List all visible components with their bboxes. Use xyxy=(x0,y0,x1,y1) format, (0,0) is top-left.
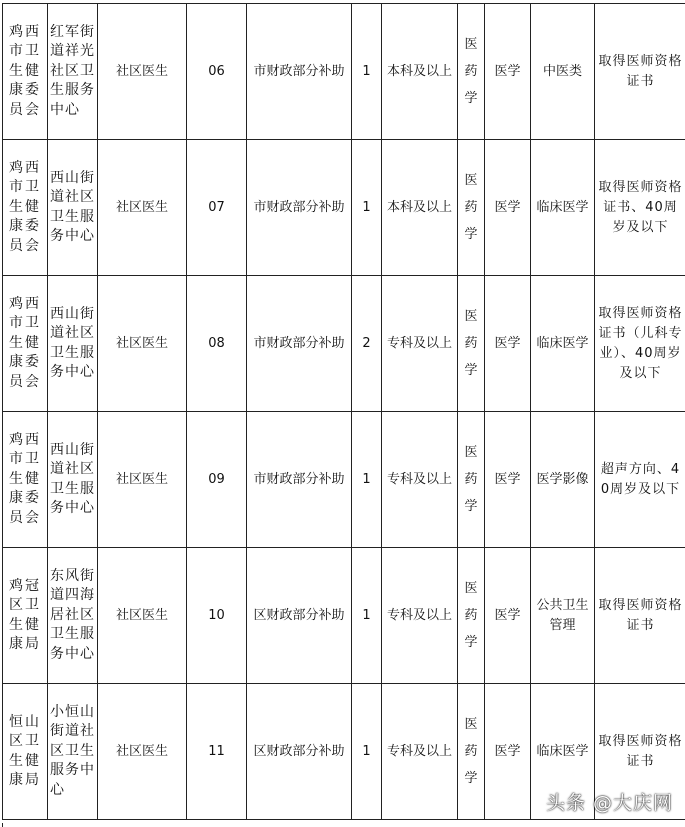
major-cell: 中医类 xyxy=(531,4,595,140)
post-cell: 社区医生 xyxy=(98,684,187,820)
post-cell: 社区医生 xyxy=(98,4,187,140)
funding-cell: 区财政部分补助 xyxy=(247,548,352,684)
org-cell: 鸡西市卫生健康委员会 xyxy=(3,140,48,276)
unit-cell: 东风街道四海居社区卫生服务中心 xyxy=(48,548,98,684)
recruitment-table xyxy=(2,3,685,820)
post-cell: 社区医生 xyxy=(98,276,187,412)
count-cell: 1 xyxy=(352,140,382,276)
count-cell: 1 xyxy=(352,684,382,820)
table-row xyxy=(3,412,685,548)
org-cell: 鸡西市卫生健康委员会 xyxy=(3,4,48,140)
category-cell: 医药学 xyxy=(458,276,485,412)
funding-cell: 市财政部分补助 xyxy=(247,412,352,548)
funding-cell: 市财政部分补助 xyxy=(247,4,352,140)
education-cell: 专科及以上 xyxy=(382,276,458,412)
education-cell: 专科及以上 xyxy=(382,412,458,548)
code-cell: 11 xyxy=(187,684,247,820)
major-group-cell: 医学 xyxy=(485,276,531,412)
count-cell: 1 xyxy=(352,412,382,548)
code-cell: 06 xyxy=(187,4,247,140)
education-cell: 专科及以上 xyxy=(382,684,458,820)
unit-cell: 小恒山街道社区卫生服务中心 xyxy=(48,684,98,820)
category-cell: 医药学 xyxy=(458,684,485,820)
requirement-cell: 取得医师资格证书 xyxy=(595,684,685,820)
major-group-cell: 医学 xyxy=(485,548,531,684)
org-cell: 恒山区卫生健康局 xyxy=(3,684,48,820)
education-cell: 本科及以上 xyxy=(382,140,458,276)
count-cell: 1 xyxy=(352,548,382,684)
major-group-cell: 医学 xyxy=(485,412,531,548)
org-cell: 鸡西市卫生健康委员会 xyxy=(3,276,48,412)
education-cell: 本科及以上 xyxy=(382,4,458,140)
next-row-edge xyxy=(2,823,685,827)
unit-cell: 西山街道社区卫生服务中心 xyxy=(48,140,98,276)
org-cell: 鸡冠区卫生健康局 xyxy=(3,548,48,684)
major-group-cell: 医学 xyxy=(485,4,531,140)
code-cell: 07 xyxy=(187,140,247,276)
major-cell: 临床医学 xyxy=(531,140,595,276)
table-row xyxy=(3,140,685,276)
funding-cell: 市财政部分补助 xyxy=(247,140,352,276)
count-cell: 2 xyxy=(352,276,382,412)
code-cell: 08 xyxy=(187,276,247,412)
category-cell: 医药学 xyxy=(458,140,485,276)
major-cell: 医学影像 xyxy=(531,412,595,548)
requirement-cell: 取得医师资格证书、40周岁及以下 xyxy=(595,140,685,276)
table-row xyxy=(3,4,685,140)
requirement-cell: 超声方向、40周岁及以下 xyxy=(595,412,685,548)
funding-cell: 市财政部分补助 xyxy=(247,276,352,412)
category-cell: 医药学 xyxy=(458,412,485,548)
requirement-cell: 取得医师资格证书（儿科专业）、40周岁及以下 xyxy=(595,276,685,412)
major-cell: 公共卫生管理 xyxy=(531,548,595,684)
code-cell: 10 xyxy=(187,548,247,684)
unit-cell: 西山街道社区卫生服务中心 xyxy=(48,412,98,548)
post-cell: 社区医生 xyxy=(98,412,187,548)
org-cell: 鸡西市卫生健康委员会 xyxy=(3,412,48,548)
requirement-cell: 取得医师资格证书 xyxy=(595,548,685,684)
major-cell: 临床医学 xyxy=(531,684,595,820)
education-cell: 专科及以上 xyxy=(382,548,458,684)
funding-cell: 区财政部分补助 xyxy=(247,684,352,820)
major-cell: 临床医学 xyxy=(531,276,595,412)
major-group-cell: 医学 xyxy=(485,140,531,276)
requirement-cell: 取得医师资格证书 xyxy=(595,4,685,140)
table-row xyxy=(3,548,685,684)
watermark: 头条 @大庆网 xyxy=(545,792,673,814)
category-cell: 医药学 xyxy=(458,4,485,140)
code-cell: 09 xyxy=(187,412,247,548)
unit-cell: 红军街道祥光社区卫生服务中心 xyxy=(48,4,98,140)
table-row xyxy=(3,276,685,412)
major-group-cell: 医学 xyxy=(485,684,531,820)
post-cell: 社区医生 xyxy=(98,140,187,276)
unit-cell: 西山街道社区卫生服务中心 xyxy=(48,276,98,412)
category-cell: 医药学 xyxy=(458,548,485,684)
count-cell: 1 xyxy=(352,4,382,140)
post-cell: 社区医生 xyxy=(98,548,187,684)
